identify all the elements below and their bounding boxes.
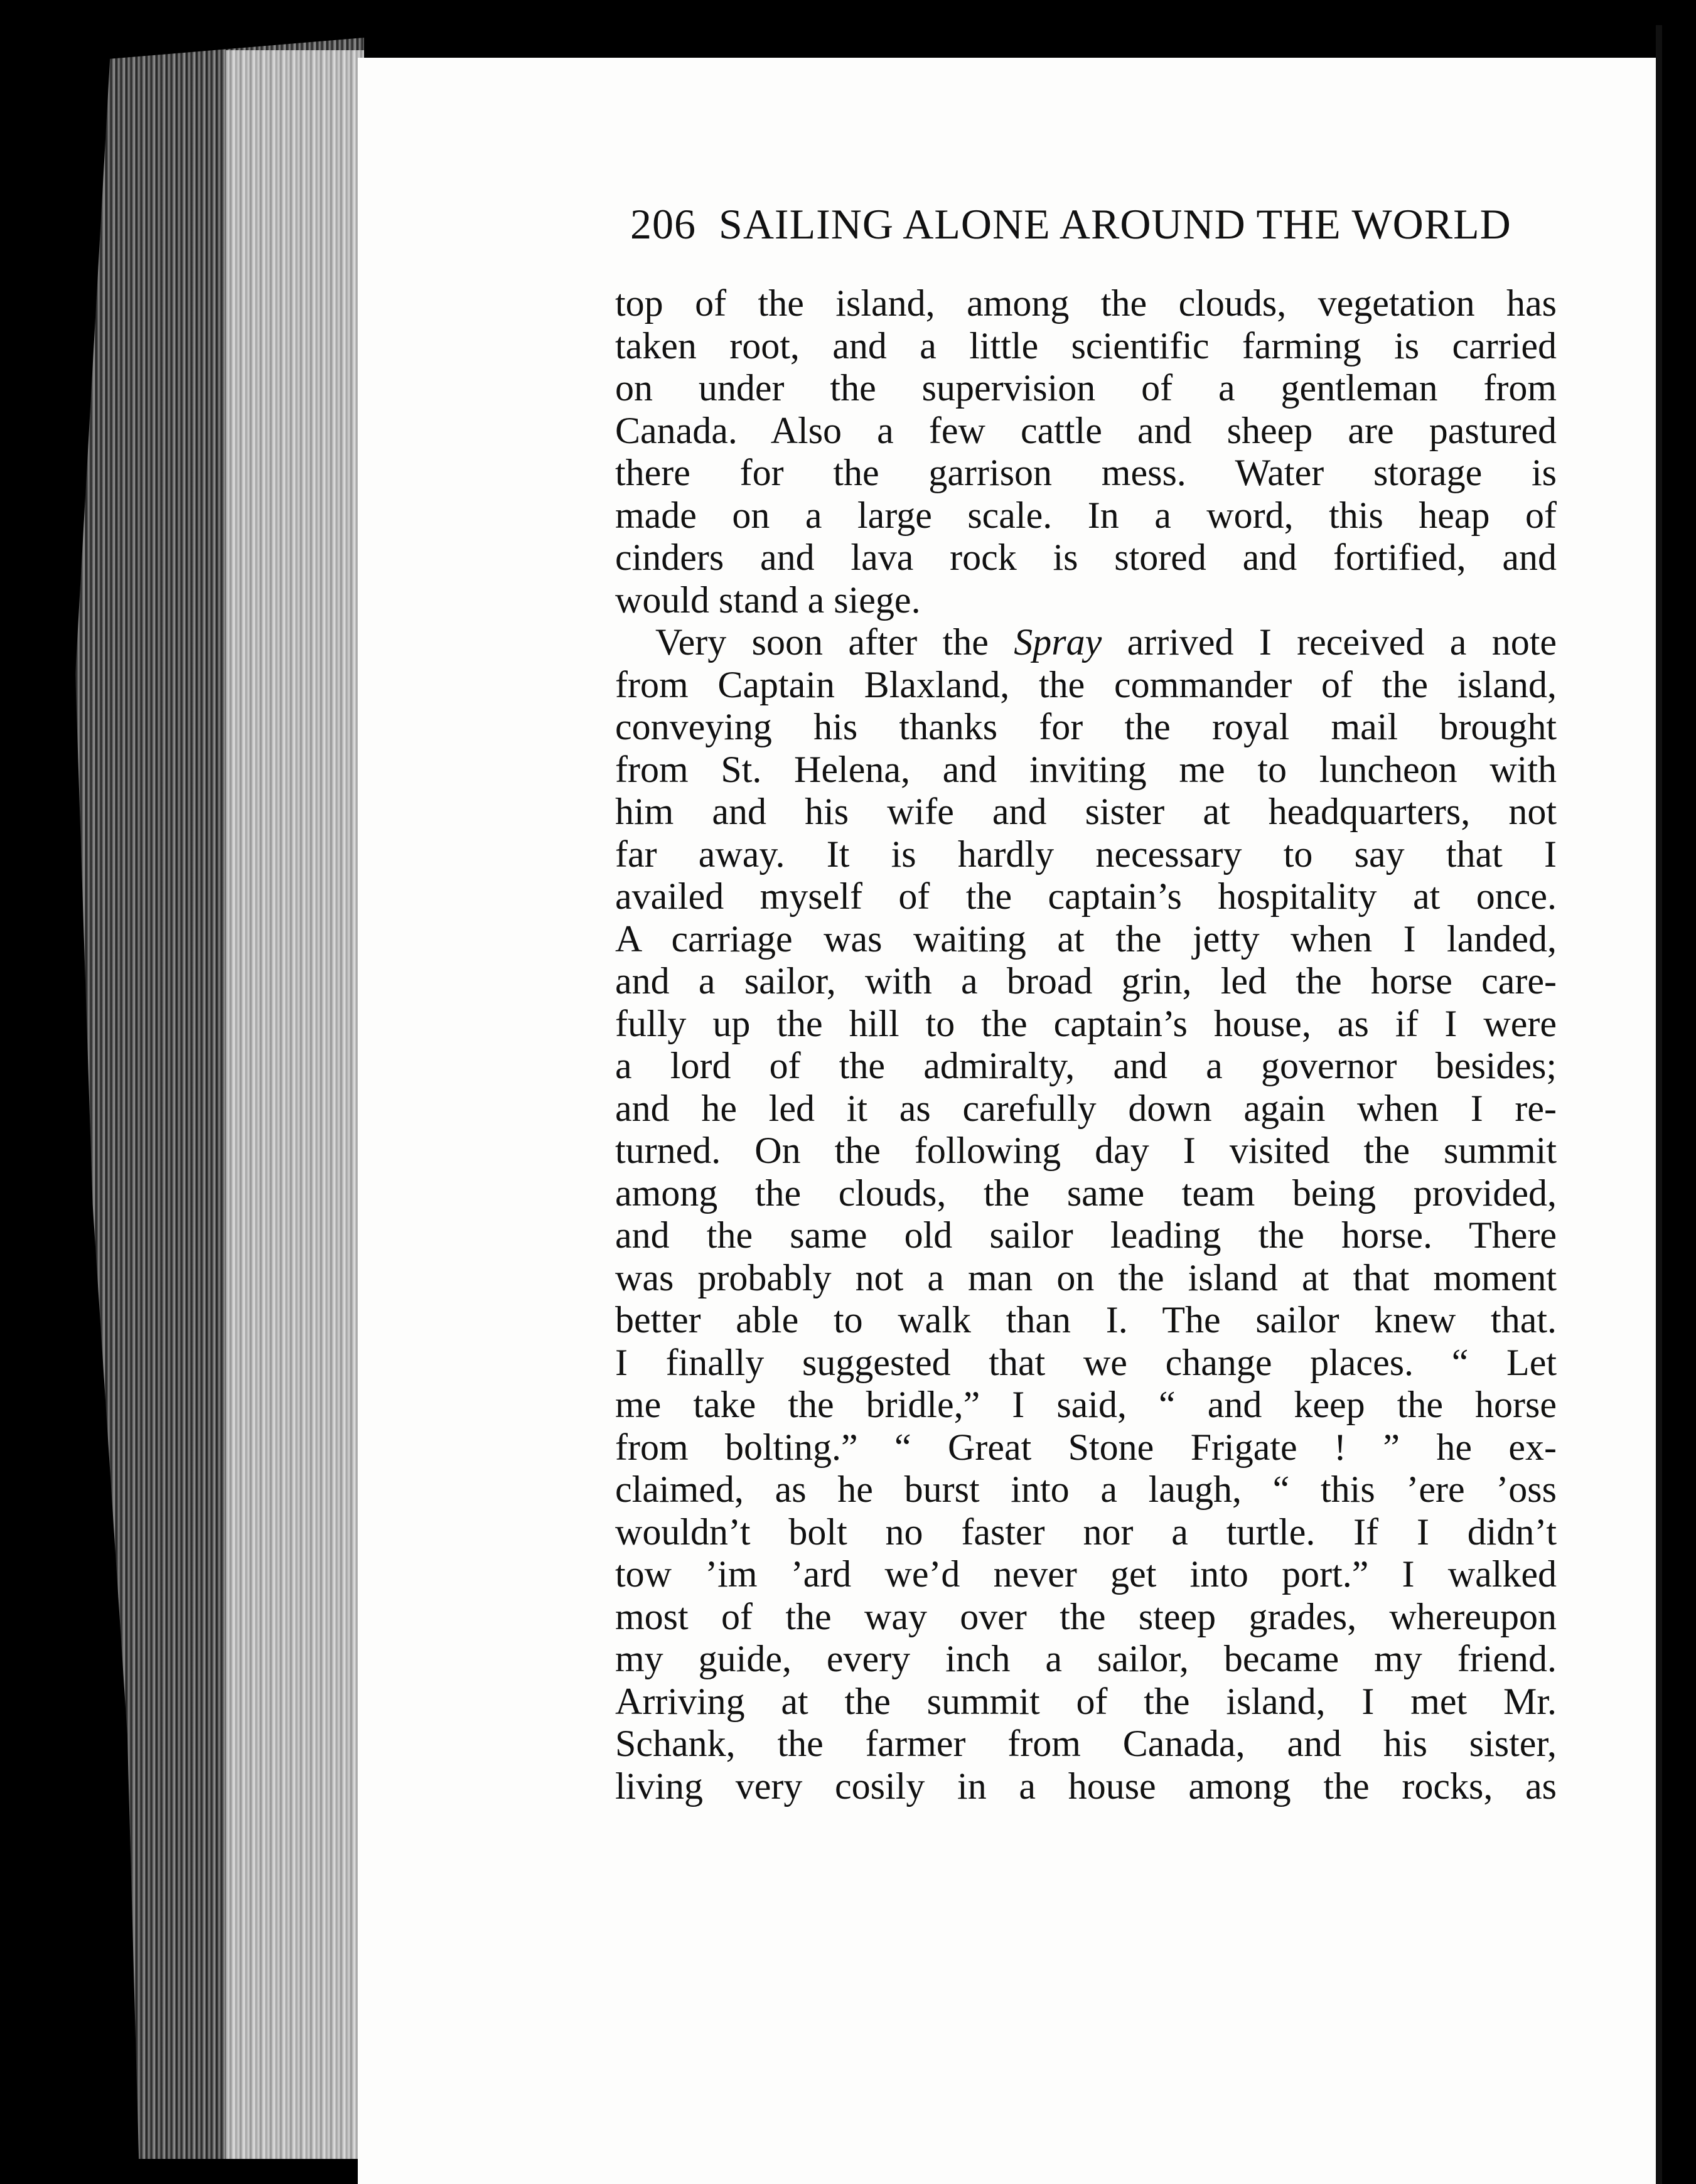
text-line: better able to walk than I. The sailor knew that. bbox=[615, 1299, 1557, 1341]
text-segment: arrived I received a note bbox=[1102, 621, 1557, 663]
text-line: Canada. Also a few cattle and sheep are pastured bbox=[615, 409, 1557, 451]
text-line: claimed, as he burst into a laugh, “ this ’ere ’oss bbox=[615, 1469, 1557, 1510]
text-line: most of the way over the steep grades, whereupon bbox=[615, 1595, 1557, 1637]
text-line: me take the bridle,” I said, “ and keep the horse bbox=[615, 1384, 1557, 1425]
text-line: top of the island, among the clouds, vegetation has bbox=[615, 282, 1557, 324]
text-line: fully up the hill to the captain’s house, as if I were bbox=[615, 1002, 1557, 1044]
text-line: from St. Helena, and inviting me to luncheon with bbox=[615, 748, 1557, 790]
text-line: availed myself of the captain’s hospitality at once. bbox=[615, 875, 1557, 917]
text-line: made on a large scale. In a word, this heap of bbox=[615, 494, 1557, 536]
text-line-first bbox=[615, 621, 1557, 664]
text-line: A carriage was waiting at the jetty when I landed, bbox=[615, 918, 1557, 960]
running-head bbox=[630, 200, 1553, 269]
text-line: I finally suggested that we change places. “ Let bbox=[615, 1341, 1557, 1383]
paragraph-1 bbox=[615, 282, 1557, 621]
text-line: from Captain Blaxland, the commander of the island, bbox=[615, 663, 1557, 705]
running-title: SAILING ALONE AROUND THE WORLD bbox=[719, 200, 1511, 248]
text-line: living very cosily in a house among the rocks, as bbox=[615, 1765, 1557, 1807]
ship-name: Spray bbox=[1014, 621, 1102, 663]
text-line: taken root, and a little scientific farming is carried bbox=[615, 324, 1557, 367]
body-text bbox=[615, 282, 1557, 1807]
page-number: 206 bbox=[630, 200, 696, 248]
text-line: cinders and lava rock is stored and fortified, and bbox=[615, 537, 1557, 578]
page-right-edge bbox=[1656, 25, 1662, 2184]
text-line: far away. It is hardly necessary to say that I bbox=[615, 833, 1557, 875]
text-line: from bolting.” “ Great Stone Frigate ! ” he ex- bbox=[615, 1426, 1557, 1468]
text-line: tow ’im ’ard we’d never get into port.” I walked bbox=[615, 1553, 1557, 1595]
text-line: and a sailor, with a broad grin, led the horse care- bbox=[615, 960, 1557, 1002]
text-line: among the clouds, the same team being provided, bbox=[615, 1172, 1557, 1214]
text-line: and he led it as carefully down again when I re- bbox=[615, 1087, 1557, 1129]
text-line: would stand a siege. bbox=[615, 579, 921, 621]
text-line: there for the garrison mess. Water storage is bbox=[615, 452, 1557, 493]
text-line: was probably not a man on the island at that moment bbox=[615, 1256, 1557, 1298]
text-line: Schank, the farmer from Canada, and his sister, bbox=[615, 1723, 1557, 1764]
text-line: on under the supervision of a gentleman from bbox=[615, 367, 1557, 409]
text-line: him and his wife and sister at headquarters, not bbox=[615, 791, 1557, 832]
text-segment: Very soon after the bbox=[655, 621, 1014, 663]
text-line: wouldn’t bolt no faster nor a turtle. If I didn’t bbox=[615, 1511, 1557, 1553]
paragraph-2 bbox=[615, 621, 1557, 1807]
text-line: Arriving at the summit of the island, I met Mr. bbox=[615, 1680, 1557, 1722]
text-line: and the same old sailor leading the horse. There bbox=[615, 1214, 1557, 1256]
text-line: a lord of the admiralty, and a governor besides; bbox=[615, 1045, 1557, 1086]
text-line: conveying his thanks for the royal mail brought bbox=[615, 706, 1557, 747]
text-line: my guide, every inch a sailor, became my friend. bbox=[615, 1638, 1557, 1679]
book-page-edges-light bbox=[226, 50, 364, 2159]
text-line: turned. On the following day I visited the summit bbox=[615, 1130, 1557, 1171]
